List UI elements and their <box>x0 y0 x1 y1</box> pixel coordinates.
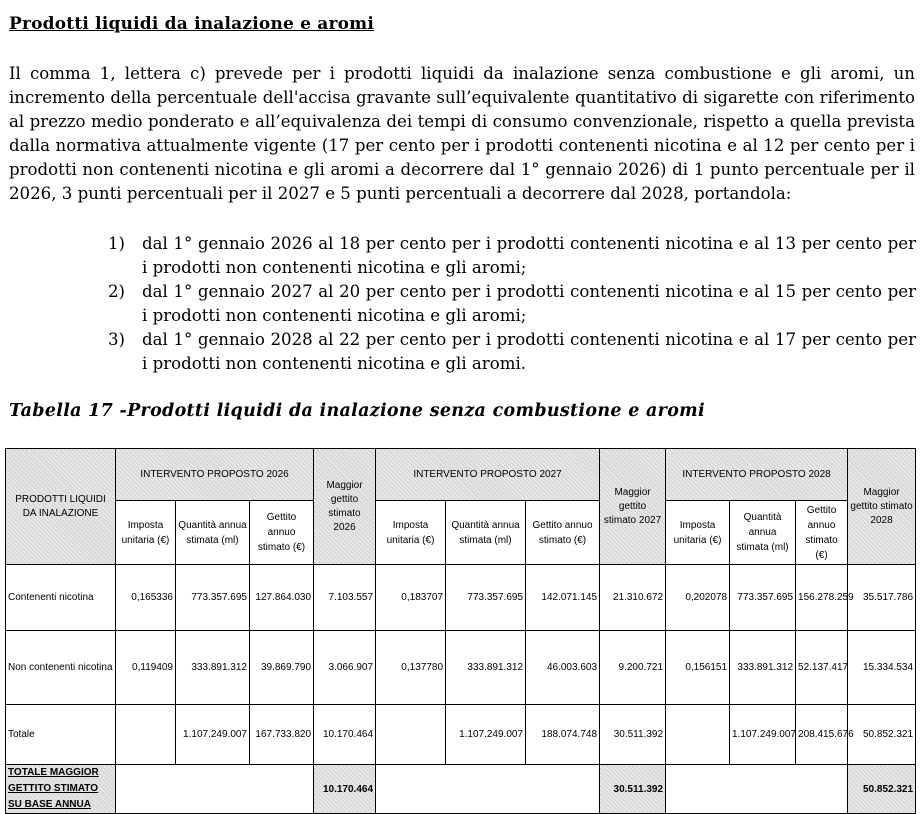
cell-gettito-2028: 208.415.676 <box>796 705 848 765</box>
cell-gettito-2026: 127.864.030 <box>250 565 314 631</box>
cell-maggior-2026: 7.103.557 <box>314 565 376 631</box>
header-group-2028: INTERVENTO PROPOSTO 2028 <box>666 449 848 501</box>
cell-gettito-2026: 167.733.820 <box>250 705 314 765</box>
list-item-number: 1) <box>108 234 126 253</box>
subheader-quantita: Quantità annua stimata (ml) <box>176 501 250 565</box>
cell-maggior-2027: 30.511.392 <box>600 705 666 765</box>
header-maggior-2026: Maggior gettito stimato 2026 <box>314 449 376 565</box>
total-label: TOTALE MAGGIOR GETTITO STIMATO SU BASE ANNUA <box>6 765 116 814</box>
row-label: Contenenti nicotina <box>6 565 116 631</box>
blank-cell <box>666 765 848 814</box>
table-row <box>6 565 916 631</box>
header-group-2026: INTERVENTO PROPOSTO 2026 <box>116 449 314 501</box>
list-item-text: dal 1° gennaio 2028 al 22 per cento per i prodotti contenenti nicotina e al 17 per cento per i prodotti non contenenti nicotina e gli aromi. <box>142 330 916 373</box>
list-item <box>108 280 916 328</box>
list-item-number: 2) <box>108 282 126 301</box>
row-label: Totale <box>6 705 116 765</box>
blank-cell <box>116 765 314 814</box>
cell-imposta-2028 <box>666 705 730 765</box>
cell-imposta-2027: 0,137780 <box>376 631 446 705</box>
subheader-imposta: Imposta unitaria (€) <box>376 501 446 565</box>
cell-quantita-2027: 1.107.249.007 <box>446 705 526 765</box>
list-item <box>108 328 916 376</box>
list-item-text: dal 1° gennaio 2026 al 18 per cento per i prodotti contenenti nicotina e al 13 per cento per i prodotti non contenenti nicotina e gli aromi; <box>142 234 916 277</box>
cell-gettito-2027: 188.074.748 <box>526 705 600 765</box>
cell-maggior-2027: 9.200.721 <box>600 631 666 705</box>
header-product: PRODOTTI LIQUIDI DA INALAZIONE <box>6 449 116 565</box>
cell-maggior-2026: 3.066.907 <box>314 631 376 705</box>
cell-imposta-2027: 0,183707 <box>376 565 446 631</box>
cell-imposta-2026 <box>116 705 176 765</box>
header-group-2027: INTERVENTO PROPOSTO 2027 <box>376 449 600 501</box>
total-2027: 30.511.392 <box>600 765 666 814</box>
cell-quantita-2027: 333.891.312 <box>446 631 526 705</box>
cell-quantita-2026: 1.107.249.007 <box>176 705 250 765</box>
body-paragraph: Il comma 1, lettera c) prevede per i prodotti liquidi da inalazione senza combustione e gli aromi, un incremento della percentuale dell'accisa gravante sull’equivalente quantitativo di sigarette con riferimento al prezzo medio ponderato e all’equivalenza dei tempi di consumo convenzionale, rispetto a quella prevista dalla normativa attualmente vigente (17 per cento per i prodotti contenenti nicotina e al 12 per cento per i prodotti non contenenti nicotina e gli aromi a decorrere dal 1° gennaio 2026) di 1 punto percentuale per il 2026, 3 punti percentuali per il 2027 e 5 punti percentuali a decorrere dal 2028, portandola: <box>9 64 915 203</box>
total-2028: 50.852.321 <box>848 765 916 814</box>
table-row <box>6 705 916 765</box>
cell-imposta-2026: 0,119409 <box>116 631 176 705</box>
cell-gettito-2026: 39.869.790 <box>250 631 314 705</box>
subheader-quantita: Quantità annua stimata (ml) <box>730 501 796 565</box>
section-heading: Prodotti liquidi da inalazione e aromi <box>9 14 375 34</box>
subheader-gettito: Gettito annuo stimato (€) <box>796 501 848 565</box>
cell-quantita-2028: 1.107.249.007 <box>730 705 796 765</box>
cell-maggior-2028: 15.334.534 <box>848 631 916 705</box>
cell-gettito-2027: 142.071.145 <box>526 565 600 631</box>
cell-imposta-2028: 0,202078 <box>666 565 730 631</box>
cell-quantita-2028: 773.357.695 <box>730 565 796 631</box>
cell-gettito-2027: 46.003.603 <box>526 631 600 705</box>
header-maggior-2028: Maggior gettito stimato 2028 <box>848 449 916 565</box>
list-item <box>108 232 916 280</box>
cell-quantita-2027: 773.357.695 <box>446 565 526 631</box>
header-maggior-2027: Maggior gettito stimato 2027 <box>600 449 666 565</box>
numbered-list <box>108 232 916 376</box>
subheader-imposta: Imposta unitaria (€) <box>666 501 730 565</box>
subheader-gettito: Gettito annuo stimato (€) <box>250 501 314 565</box>
list-item-text: dal 1° gennaio 2027 al 20 per cento per i prodotti contenenti nicotina e al 15 per cento per i prodotti non contenenti nicotina e gli aromi; <box>142 282 916 325</box>
subheader-quantita: Quantità annua stimata (ml) <box>446 501 526 565</box>
revenue-table <box>5 448 916 814</box>
blank-cell <box>376 765 600 814</box>
cell-maggior-2027: 21.310.672 <box>600 565 666 631</box>
subheader-gettito: Gettito annuo stimato (€) <box>526 501 600 565</box>
cell-quantita-2026: 773.357.695 <box>176 565 250 631</box>
cell-gettito-2028: 52.137.417 <box>796 631 848 705</box>
cell-imposta-2027 <box>376 705 446 765</box>
cell-imposta-2026: 0,165336 <box>116 565 176 631</box>
list-item-number: 3) <box>108 330 126 349</box>
table-caption: Tabella 17 -Prodotti liquidi da inalazione senza combustione e aromi <box>9 401 705 421</box>
row-label: Non contenenti nicotina <box>6 631 116 705</box>
cell-gettito-2028: 156.278.259 <box>796 565 848 631</box>
cell-quantita-2028: 333.891.312 <box>730 631 796 705</box>
total-row <box>6 765 916 814</box>
cell-maggior-2028: 50.852.321 <box>848 705 916 765</box>
cell-maggior-2028: 35.517.786 <box>848 565 916 631</box>
subheader-imposta: Imposta unitaria (€) <box>116 501 176 565</box>
cell-imposta-2028: 0,156151 <box>666 631 730 705</box>
cell-maggior-2026: 10.170.464 <box>314 705 376 765</box>
table-row <box>6 631 916 705</box>
cell-quantita-2026: 333.891.312 <box>176 631 250 705</box>
total-2026: 10.170.464 <box>314 765 376 814</box>
